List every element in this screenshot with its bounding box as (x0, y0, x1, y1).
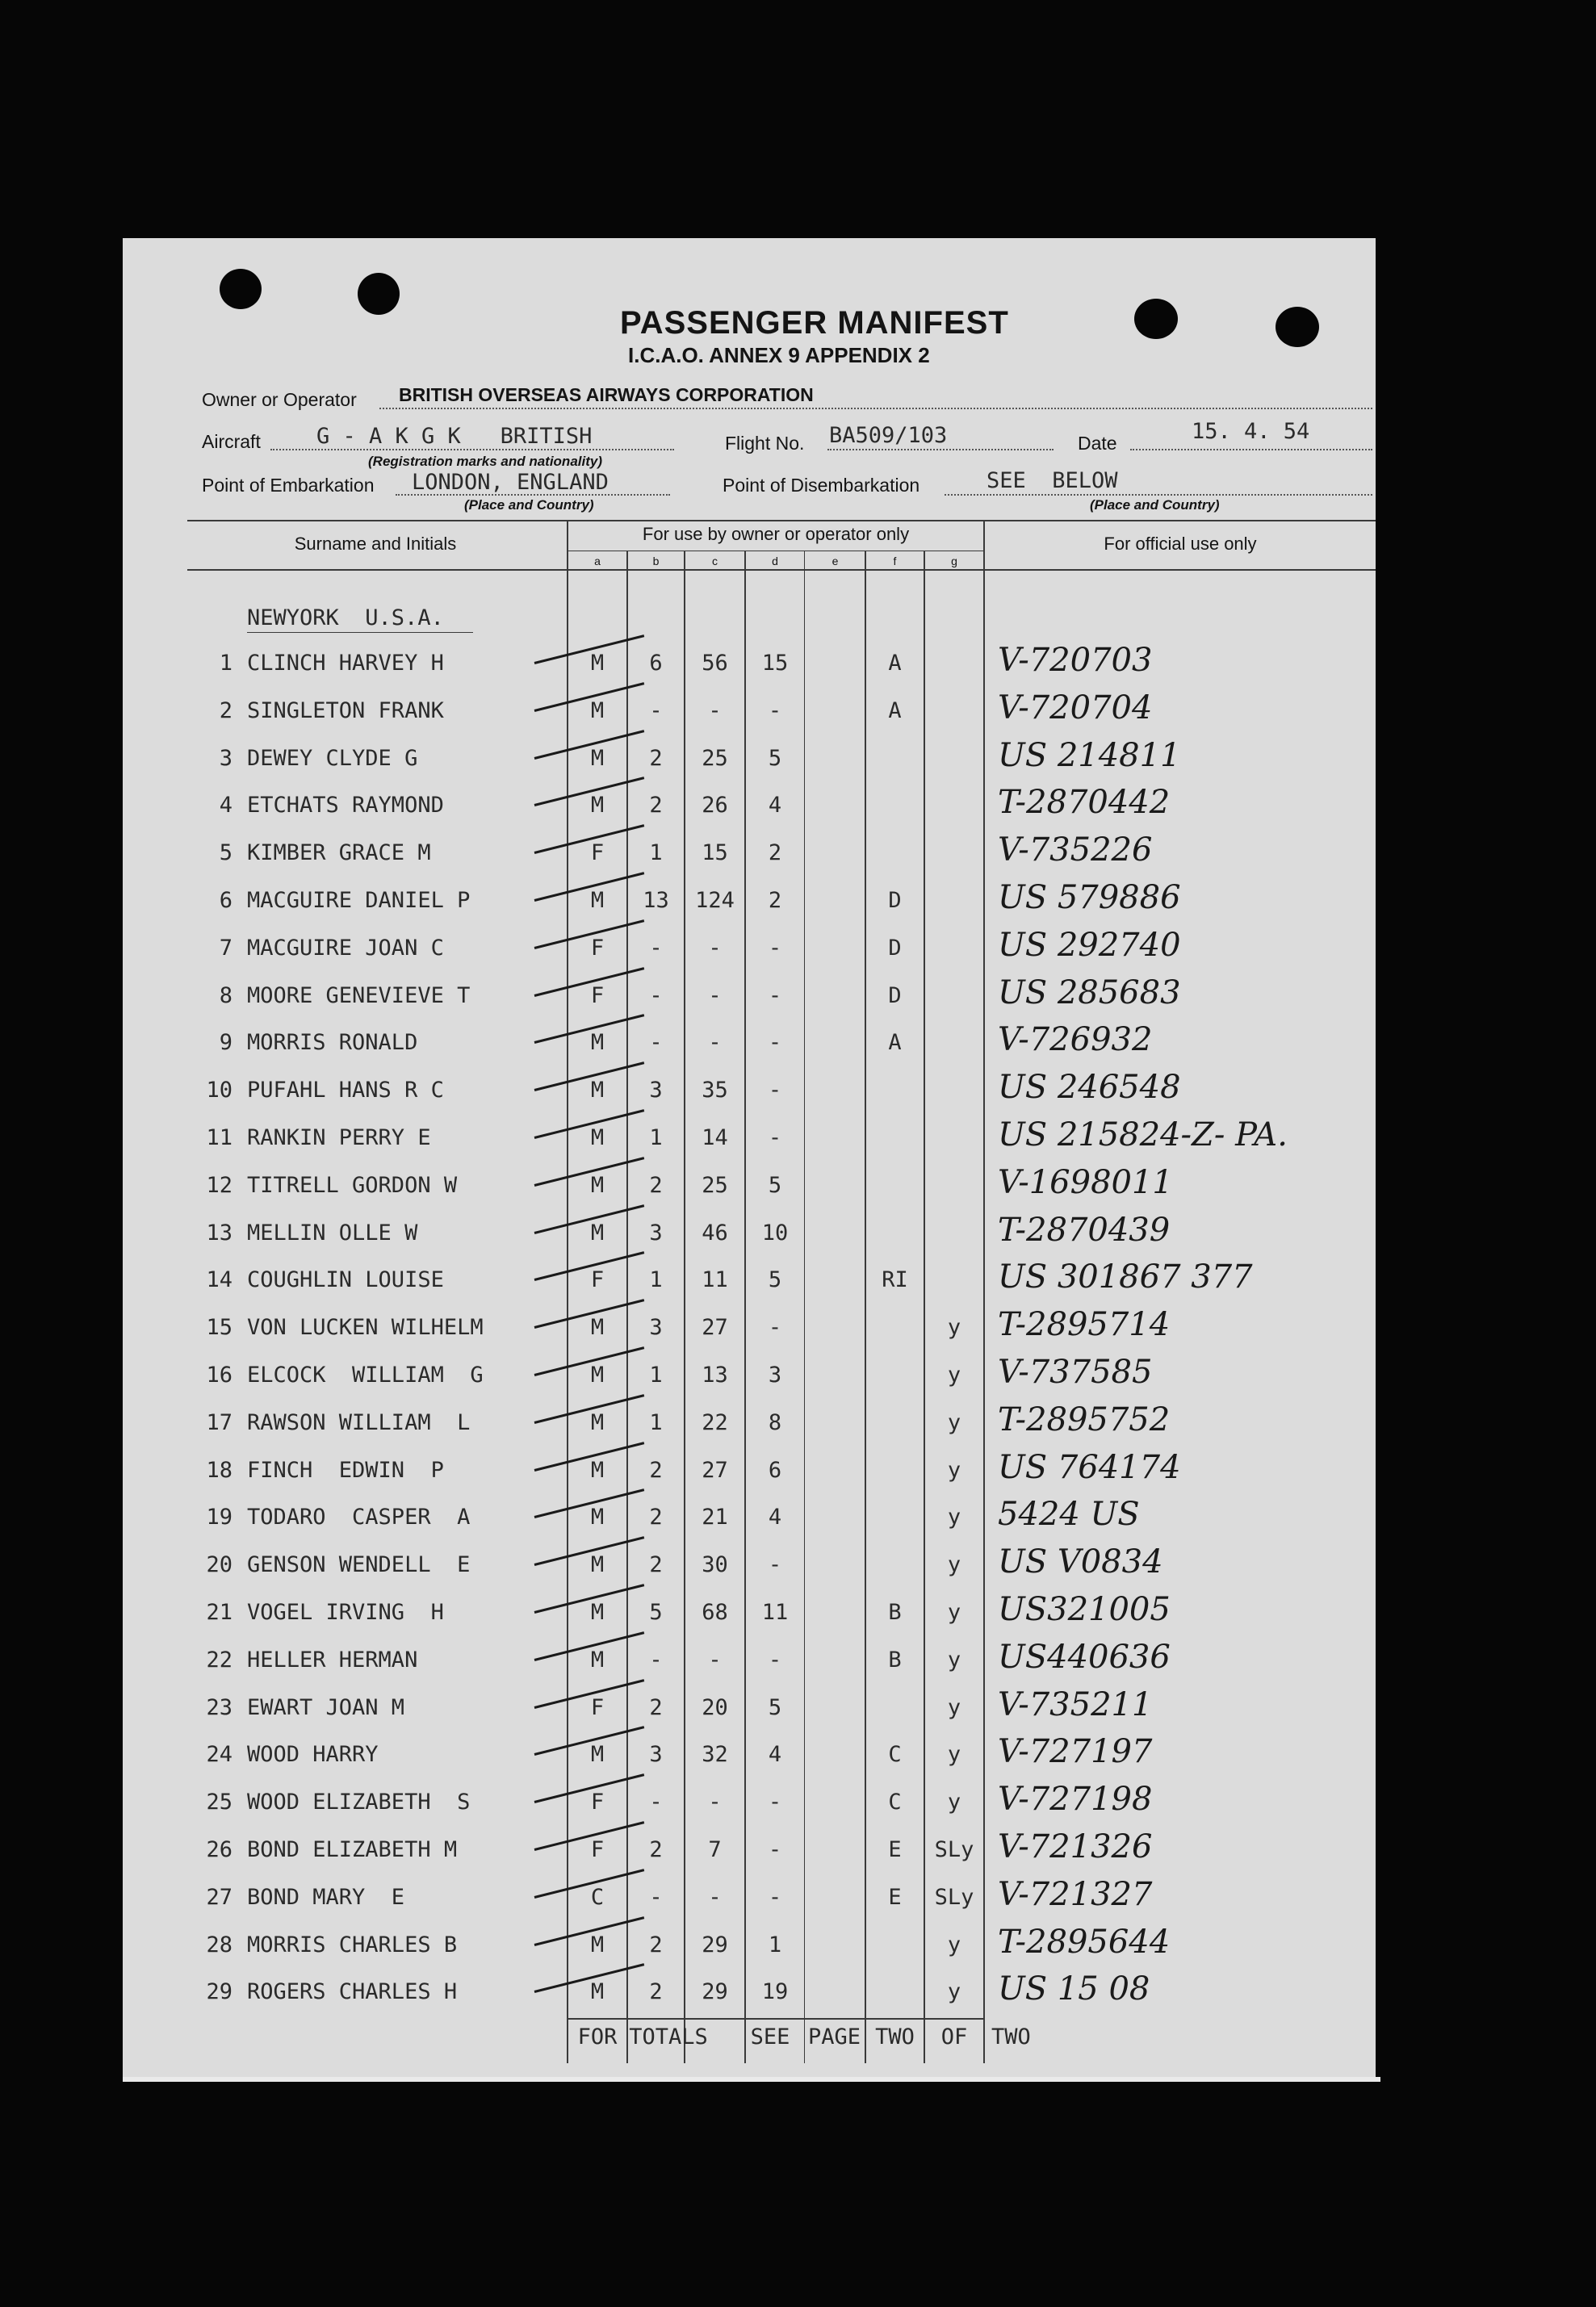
cell-b: 3 (649, 1078, 663, 1103)
cell-f: RI (882, 1267, 908, 1292)
cell-d: 5 (768, 1267, 782, 1292)
page-edge (123, 2077, 1380, 2082)
cell-a: C (590, 1885, 605, 1910)
passenger-name: COUGHLIN LOUISE (247, 1267, 444, 1292)
cell-b: 2 (649, 1837, 663, 1862)
official-entry: V-737585 (998, 1354, 1153, 1391)
passenger-name: HELLER HERMAN (247, 1648, 418, 1673)
official-entry: US 292740 (998, 927, 1181, 964)
col-rule-g (924, 551, 925, 2063)
official-entry: US V0834 (998, 1543, 1163, 1581)
cell-b: - (649, 983, 663, 1008)
embark-value: LONDON, ENGLAND (412, 470, 609, 495)
punch-hole-4 (1276, 307, 1319, 347)
cell-c: 20 (702, 1695, 728, 1720)
cell-g: y (947, 1410, 961, 1435)
cell-a: M (590, 1932, 605, 1957)
official-entry: T-2870442 (998, 784, 1171, 821)
cell-c: - (708, 983, 722, 1008)
totals-cell-d: SEE (750, 2024, 790, 2050)
passenger-name: CLINCH HARVEY H (247, 651, 444, 676)
cell-d: - (768, 1837, 782, 1862)
destination-underline (247, 632, 473, 633)
cell-a: M (590, 1410, 605, 1435)
cell-f: A (888, 651, 902, 676)
cell-f: B (888, 1648, 902, 1673)
cell-g: y (947, 1695, 961, 1720)
cell-g: SLy (934, 1837, 974, 1862)
owner-label: Owner or Operator (202, 389, 357, 410)
cell-c: - (708, 936, 722, 961)
official-entry: V-721326 (998, 1828, 1153, 1865)
cell-c: 11 (702, 1267, 728, 1292)
cell-a: M (590, 1979, 605, 2004)
row-number: 10 (206, 1078, 232, 1103)
passenger-name: RANKIN PERRY E (247, 1125, 431, 1150)
totals-cell-e: PAGE (807, 2024, 861, 2050)
official-entry: US 15 08 (998, 1970, 1150, 2008)
row-number: 16 (206, 1363, 232, 1388)
cell-d: 2 (768, 840, 782, 865)
official-entry: US 215824-Z- PA. (998, 1116, 1288, 1154)
cell-c: 29 (702, 1932, 728, 1957)
cell-d: 4 (768, 1505, 782, 1530)
cell-b: - (649, 1648, 663, 1673)
cell-c: - (708, 698, 722, 723)
cell-a: M (590, 1600, 605, 1625)
col-letter-b: b (652, 555, 660, 567)
cell-d: 1 (768, 1932, 782, 1957)
flight-dotline (827, 449, 1054, 450)
row-number: 13 (206, 1220, 232, 1246)
cell-a: F (590, 1790, 605, 1815)
cell-b: - (649, 1030, 663, 1055)
passenger-name: BOND ELIZABETH M (247, 1837, 458, 1862)
cell-c: 26 (702, 793, 728, 818)
row-number: 23 (206, 1695, 232, 1720)
col-rule-e (804, 551, 805, 2063)
col-rule-f (865, 551, 866, 2063)
embark-dotline (396, 494, 670, 496)
aircraft-label: Aircraft (202, 431, 261, 452)
official-entry: 5424 US (998, 1496, 1140, 1533)
cell-c: - (708, 1885, 722, 1910)
row-number: 7 (219, 936, 232, 961)
disembark-value: SEE BELOW (987, 468, 1118, 493)
cell-b: 3 (649, 1742, 663, 1767)
cell-f: D (888, 936, 902, 961)
owner-use-header: For use by owner or operator only (642, 524, 910, 544)
cell-d: 5 (768, 746, 782, 771)
cell-f: C (888, 1742, 902, 1767)
aircraft-value: G - A K G K BRITISH (316, 424, 593, 449)
cell-f: E (888, 1885, 902, 1910)
cell-f: B (888, 1600, 902, 1625)
cell-b: - (649, 698, 663, 723)
totals-cell-a: FOR (577, 2024, 618, 2050)
cell-d: - (768, 1790, 782, 1815)
cell-b: 3 (649, 1220, 663, 1246)
totals-cell-b: TOTALS (629, 2024, 708, 2050)
official-entry: US440636 (998, 1639, 1171, 1676)
cell-d: 5 (768, 1695, 782, 1720)
cell-b: 1 (649, 1410, 663, 1435)
cell-g: y (947, 1458, 961, 1483)
page-subtitle: I.C.A.O. ANNEX 9 APPENDIX 2 (628, 343, 930, 367)
cell-a: F (590, 1267, 605, 1292)
col-rule-c (684, 551, 685, 2063)
row-number: 6 (219, 888, 232, 913)
row-number: 20 (206, 1552, 232, 1577)
cell-b: 1 (649, 1125, 663, 1150)
cell-d: 3 (768, 1363, 782, 1388)
passenger-name: DEWEY CLYDE G (247, 746, 418, 771)
cell-c: - (708, 1648, 722, 1673)
cell-b: 5 (649, 1600, 663, 1625)
cell-c: 56 (702, 651, 728, 676)
cell-a: M (590, 1505, 605, 1530)
cell-d: - (768, 1315, 782, 1340)
cell-c: - (708, 1030, 722, 1055)
row-number: 8 (219, 983, 232, 1008)
aircraft-note: (Registration marks and nationality) (368, 454, 602, 469)
aircraft-dotline (270, 449, 674, 450)
passenger-name: VOGEL IRVING H (247, 1600, 444, 1625)
col-letter-d: d (772, 555, 778, 567)
official-entry: V-735226 (998, 831, 1153, 869)
cell-g: y (947, 1742, 961, 1767)
cell-a: M (590, 1552, 605, 1577)
cell-d: 11 (761, 1600, 789, 1625)
cell-d: 15 (761, 651, 789, 676)
totals-cell-official: TWO (991, 2024, 1031, 2050)
row-number: 14 (206, 1267, 232, 1292)
totals-cell-g: OF (940, 2024, 968, 2050)
cell-c: 14 (702, 1125, 728, 1150)
cell-d: 2 (768, 888, 782, 913)
disembark-dotline (945, 494, 1372, 496)
cell-a: M (590, 698, 605, 723)
cell-b: - (649, 1790, 663, 1815)
official-entry: V-727198 (998, 1781, 1153, 1818)
embark-label: Point of Embarkation (202, 475, 375, 496)
totals-rule (568, 2018, 985, 2020)
row-number: 22 (206, 1648, 232, 1673)
col-letter-g: g (951, 555, 957, 567)
cell-f: D (888, 983, 902, 1008)
passenger-name: EWART JOAN M (247, 1695, 405, 1720)
cell-g: y (947, 1932, 961, 1957)
cell-b: 2 (649, 793, 663, 818)
cell-d: - (768, 1030, 782, 1055)
cell-a: M (590, 1030, 605, 1055)
cell-f: E (888, 1837, 902, 1862)
passenger-name: SINGLETON FRANK (247, 698, 444, 723)
cell-a: M (590, 1648, 605, 1673)
cell-c: 68 (702, 1600, 728, 1625)
official-entry: T-2895644 (998, 1924, 1171, 1961)
cell-d: 4 (768, 1742, 782, 1767)
cell-g: y (947, 1505, 961, 1530)
flight-value: BA509/103 (829, 423, 948, 448)
cell-c: 25 (702, 746, 728, 771)
passenger-name: BOND MARY E (247, 1885, 405, 1910)
passenger-name: TITRELL GORDON W (247, 1173, 458, 1198)
passenger-name: TODARO CASPER A (247, 1505, 471, 1530)
cell-a: M (590, 1742, 605, 1767)
cell-d: 19 (761, 1979, 789, 2004)
cell-b: - (649, 936, 663, 961)
cell-f: C (888, 1790, 902, 1815)
official-entry: US 764174 (998, 1449, 1181, 1486)
row-number: 12 (206, 1173, 232, 1198)
row-number: 3 (219, 746, 232, 771)
cell-c: 27 (702, 1315, 728, 1340)
cell-b: 2 (649, 1552, 663, 1577)
passenger-name: FINCH EDWIN P (247, 1458, 444, 1483)
cell-f: A (888, 1030, 902, 1055)
cell-a: M (590, 1173, 605, 1198)
cell-a: M (590, 793, 605, 818)
cell-c: 7 (708, 1837, 722, 1862)
cell-g: y (947, 1600, 961, 1625)
page-title: PASSENGER MANIFEST (620, 305, 1009, 341)
cell-a: F (590, 983, 605, 1008)
row-number: 4 (219, 793, 232, 818)
cell-d: 10 (761, 1220, 789, 1246)
row-number: 1 (219, 651, 232, 676)
owner-value: BRITISH OVERSEAS AIRWAYS CORPORATION (399, 384, 814, 405)
row-number: 21 (206, 1600, 232, 1625)
official-entry: V-727197 (998, 1733, 1153, 1770)
cell-g: SLy (934, 1885, 974, 1910)
cell-a: F (590, 1695, 605, 1720)
owner-dotline (379, 408, 1372, 409)
row-number: 28 (206, 1932, 232, 1957)
destination-heading: NEWYORK U.S.A. (247, 605, 444, 630)
passenger-name: PUFAHL HANS R C (247, 1078, 444, 1103)
official-entry: V-1698011 (998, 1164, 1173, 1201)
passenger-name: ELCOCK WILLIAM G (247, 1363, 484, 1388)
official-use-header: For official use only (1104, 534, 1257, 554)
col-letter-a: a (594, 555, 601, 567)
punch-hole-1 (220, 269, 262, 309)
cell-a: M (590, 1363, 605, 1388)
cell-a: M (590, 1458, 605, 1483)
cell-d: - (768, 698, 782, 723)
cell-d: - (768, 983, 782, 1008)
cell-g: y (947, 1648, 961, 1673)
passenger-name: WOOD ELIZABETH S (247, 1790, 471, 1815)
cell-b: 2 (649, 1458, 663, 1483)
cell-c: 35 (702, 1078, 728, 1103)
official-entry: US321005 (998, 1591, 1171, 1628)
row-number: 17 (206, 1410, 232, 1435)
date-label: Date (1078, 433, 1117, 454)
row-number: 29 (206, 1979, 232, 2004)
cell-f: D (888, 888, 902, 913)
cell-d: - (768, 1885, 782, 1910)
official-entry: US 214811 (998, 737, 1181, 774)
official-entry: US 579886 (998, 879, 1181, 916)
cell-b: - (649, 1885, 663, 1910)
passenger-name: RAWSON WILLIAM L (247, 1410, 471, 1435)
cell-b: 2 (649, 1173, 663, 1198)
cell-a: M (590, 888, 605, 913)
cell-c: 27 (702, 1458, 728, 1483)
cell-b: 1 (649, 1267, 663, 1292)
cell-d: 5 (768, 1173, 782, 1198)
cell-c: 29 (702, 1979, 728, 2004)
header-bottom-rule (187, 569, 1376, 571)
cell-a: F (590, 1837, 605, 1862)
cell-g: y (947, 1790, 961, 1815)
cell-d: - (768, 1125, 782, 1150)
cell-b: 1 (649, 1363, 663, 1388)
cell-g: y (947, 1363, 961, 1388)
cell-d: - (768, 936, 782, 961)
cell-b: 3 (649, 1315, 663, 1340)
col-rule-official (983, 520, 985, 2063)
cell-f: A (888, 698, 902, 723)
disembark-label: Point of Disembarkation (723, 475, 920, 496)
row-number: 19 (206, 1505, 232, 1530)
cell-g: y (947, 1979, 961, 2004)
col-letter-e: e (832, 555, 839, 567)
passenger-name: MACGUIRE JOAN C (247, 936, 444, 961)
official-entry: V-726932 (998, 1021, 1153, 1058)
cell-b: 2 (649, 746, 663, 771)
cell-g: y (947, 1552, 961, 1577)
cell-a: M (590, 746, 605, 771)
flight-label: Flight No. (725, 433, 805, 454)
cell-c: 46 (702, 1220, 728, 1246)
cell-c: 13 (702, 1363, 728, 1388)
official-entry: US 246548 (998, 1069, 1181, 1106)
passenger-name: MORRIS CHARLES B (247, 1932, 458, 1957)
cell-a: M (590, 1315, 605, 1340)
cell-a: F (590, 936, 605, 961)
row-number: 15 (206, 1315, 232, 1340)
cell-d: 6 (768, 1458, 782, 1483)
cell-a: F (590, 840, 605, 865)
cell-b: 1 (649, 840, 663, 865)
cell-c: 22 (702, 1410, 728, 1435)
row-number: 2 (219, 698, 232, 723)
embark-note: (Place and Country) (464, 497, 594, 513)
col-letter-f: f (893, 555, 897, 567)
row-number: 18 (206, 1458, 232, 1483)
passenger-name: MELLIN OLLE W (247, 1220, 418, 1246)
row-number: 25 (206, 1790, 232, 1815)
cell-c: 124 (695, 888, 735, 913)
disembark-note: (Place and Country) (1090, 497, 1220, 513)
cell-d: - (768, 1078, 782, 1103)
punch-hole-3 (1134, 299, 1178, 339)
passenger-name: GENSON WENDELL E (247, 1552, 471, 1577)
punch-hole-2 (358, 273, 400, 315)
cell-g: y (947, 1315, 961, 1340)
cell-c: 21 (702, 1505, 728, 1530)
official-entry: T-2870439 (998, 1212, 1171, 1249)
cell-d: - (768, 1648, 782, 1673)
cell-b: 2 (649, 1695, 663, 1720)
row-number: 9 (219, 1030, 232, 1055)
cell-d: 8 (768, 1410, 782, 1435)
cell-c: 32 (702, 1742, 728, 1767)
date-dotline (1130, 449, 1372, 450)
official-entry: V-720703 (998, 642, 1153, 679)
cell-a: M (590, 1078, 605, 1103)
cell-b: 13 (643, 888, 669, 913)
passenger-name: MOORE GENEVIEVE T (247, 983, 471, 1008)
official-entry: T-2895752 (998, 1401, 1171, 1438)
cell-b: 2 (649, 1932, 663, 1957)
row-number: 5 (219, 840, 232, 865)
cell-d: 4 (768, 793, 782, 818)
official-entry: T-2895714 (998, 1306, 1171, 1343)
cell-c: 15 (702, 840, 728, 865)
cell-c: 30 (702, 1552, 728, 1577)
passenger-name: KIMBER GRACE M (247, 840, 431, 865)
passenger-name: VON LUCKEN WILHELM (247, 1315, 484, 1340)
totals-cell-f: TWO (875, 2024, 915, 2050)
cell-a: M (590, 1125, 605, 1150)
cell-a: M (590, 1220, 605, 1246)
passenger-name: MACGUIRE DANIEL P (247, 888, 471, 913)
official-entry: US 285683 (998, 974, 1181, 1011)
col-rule-d (744, 551, 746, 2063)
passenger-name: WOOD HARRY (247, 1742, 379, 1767)
row-number: 24 (206, 1742, 232, 1767)
cell-c: - (708, 1790, 722, 1815)
official-entry: V-735211 (998, 1686, 1153, 1723)
official-entry: V-721327 (998, 1876, 1153, 1913)
row-number: 11 (206, 1125, 232, 1150)
name-column-header: Surname and Initials (294, 534, 457, 554)
official-entry: US 301867 377 (998, 1258, 1253, 1296)
passenger-name: MORRIS RONALD (247, 1030, 418, 1055)
cell-c: 25 (702, 1173, 728, 1198)
row-number: 27 (206, 1885, 232, 1910)
passenger-name: ETCHATS RAYMOND (247, 793, 444, 818)
cell-a: M (590, 651, 605, 676)
cell-b: 2 (649, 1979, 663, 2004)
row-number: 26 (206, 1837, 232, 1862)
official-entry: V-720704 (998, 689, 1153, 726)
col-letter-c: c (712, 555, 718, 567)
cell-d: - (768, 1552, 782, 1577)
col-rule-b (626, 551, 628, 2063)
date-value: 15. 4. 54 (1192, 419, 1310, 444)
cell-b: 2 (649, 1505, 663, 1530)
cell-b: 6 (649, 651, 663, 676)
passenger-name: ROGERS CHARLES H (247, 1979, 458, 2004)
table-top-rule (187, 520, 1376, 521)
